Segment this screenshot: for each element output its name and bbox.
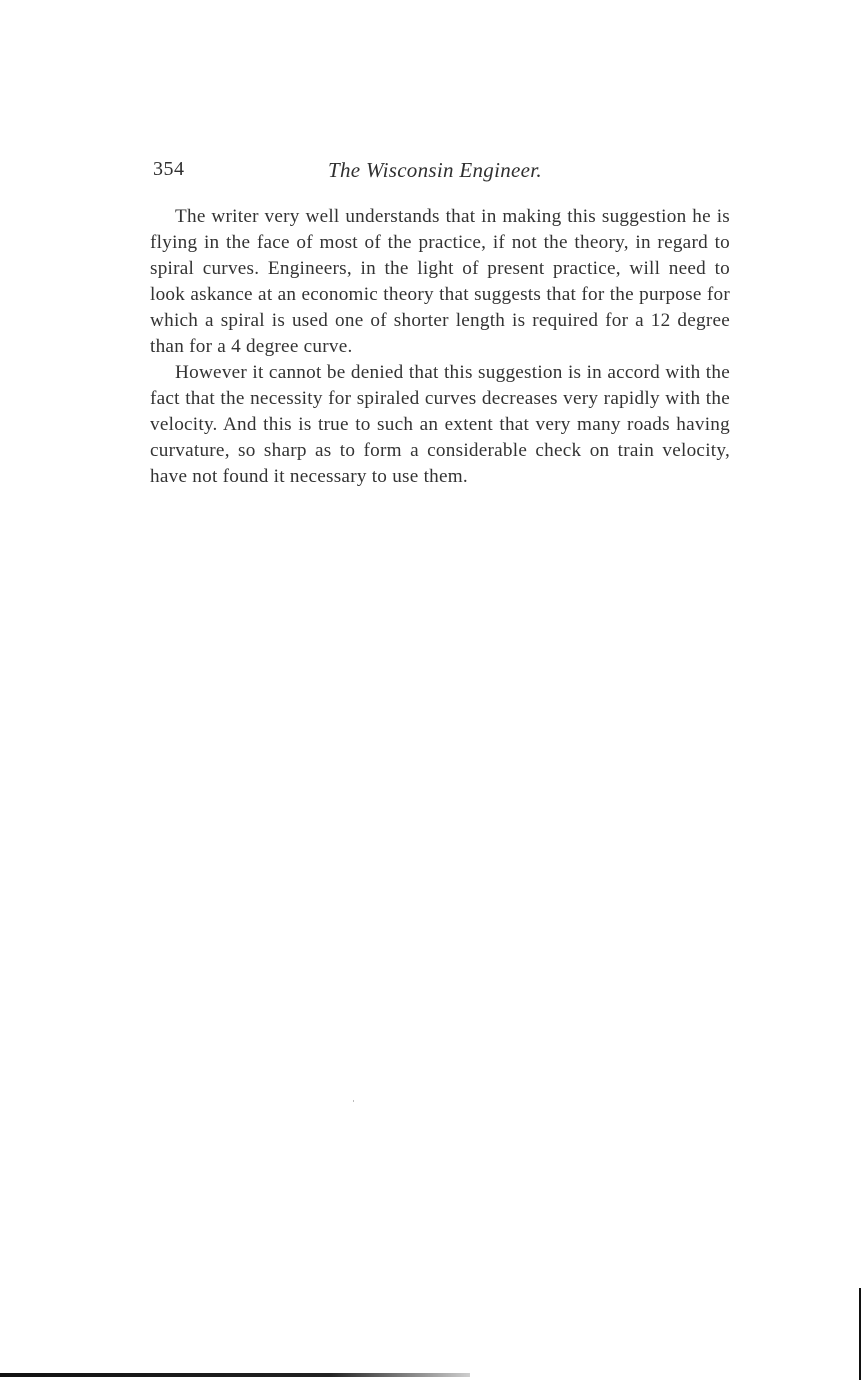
body-text — [150, 204, 730, 490]
journal-title: The Wisconsin Engineer. — [328, 158, 542, 182]
paragraph-1: The writer very well understands that in making this suggestion he is flying in the face of most of the practice, if not the theory, in regard to spiral curves. Engineers, in the light of present practice, will need to look askance at an economic theory that suggests that for the purpose for which a spiral is used one of shorter length is required for a 12 degree than for a 4 degree curve. — [150, 206, 730, 357]
scan-edge-right — [859, 1288, 861, 1380]
page-number: 354 — [153, 158, 185, 180]
paragraph-2: However it cannot be denied that this suggestion is in accord with the fact that the necessity for spiraled curves decreases very rapidly with the velocity. And this is true to such an extent that very many roads having curvature, so sharp as to form a considerable check on train velocity, have not found it necessary to use them. — [150, 362, 730, 487]
scan-speck — [353, 1100, 354, 1102]
running-head — [150, 158, 730, 188]
scan-edge-bottom — [0, 1373, 470, 1377]
